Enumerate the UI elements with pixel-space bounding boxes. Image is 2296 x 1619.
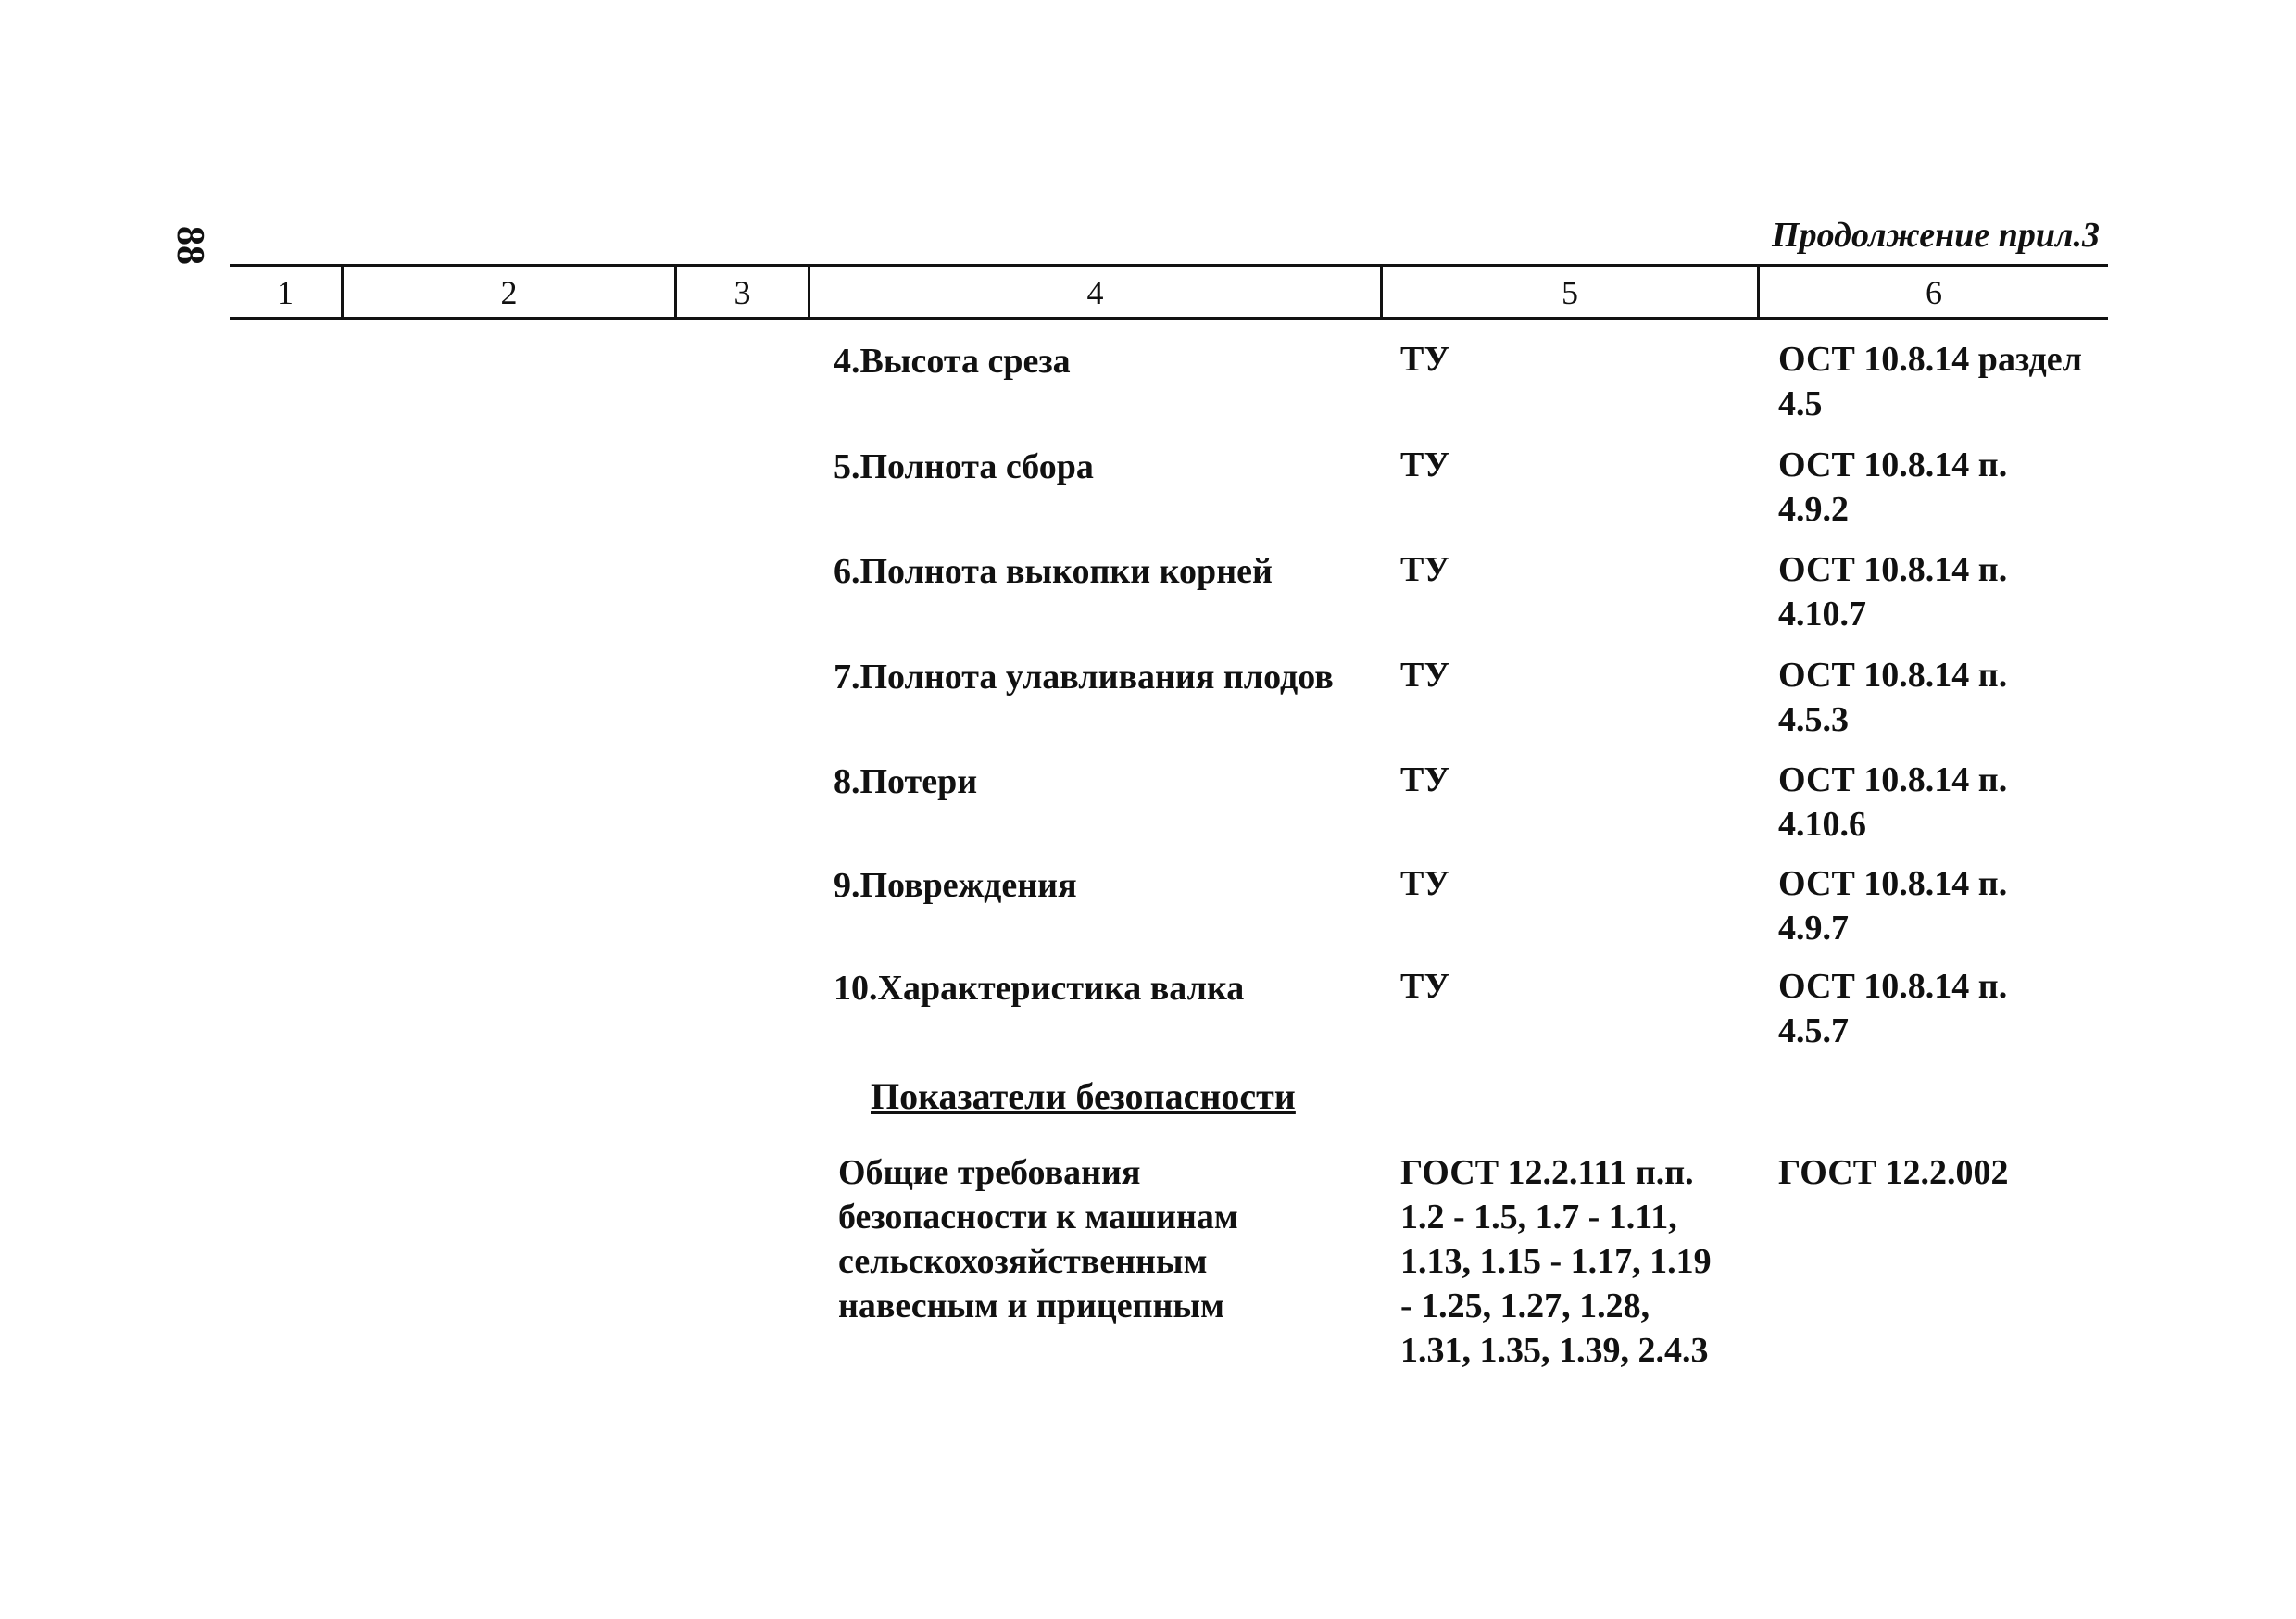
safety-method: ГОСТ 12.2.002 — [1778, 1153, 2009, 1192]
row-requirement: ТУ — [1400, 760, 1450, 799]
column-number-3: 3 — [734, 274, 751, 311]
section-heading: Показатели безопасности — [871, 1075, 1296, 1117]
safety-indicator: Общие требования безопасности к машинам сельскохозяйственным навесным и прицепным — [838, 1153, 1238, 1325]
row-indicator: 5.Полнота сбора — [834, 447, 1094, 486]
row-method: ОСТ 10.8.14 п. 4.10.7 — [1778, 550, 2008, 634]
page-number: 88 — [169, 226, 211, 265]
row-requirement: ТУ — [1400, 864, 1450, 903]
table-header-bottom-rule — [230, 317, 2108, 320]
row-requirement: ТУ — [1400, 446, 1450, 484]
row-method: ОСТ 10.8.14 п. 4.5.7 — [1778, 967, 2008, 1050]
column-number-4: 4 — [1086, 274, 1104, 311]
row-method: ОСТ 10.8.14 п. 4.10.6 — [1778, 760, 2008, 844]
row-method: ОСТ 10.8.14 раздел 4.5 — [1778, 340, 2082, 423]
continuation-label: Продолжение прил.3 — [1772, 216, 2100, 255]
row-method: ОСТ 10.8.14 п. 4.5.3 — [1778, 656, 2008, 739]
row-indicator: 6.Полнота выкопки корней — [834, 552, 1273, 591]
safety-requirement: ГОСТ 12.2.111 п.п. 1.2 - 1.5, 1.7 - 1.11, 1.13, 1.15 - 1.17, 1.19 - 1.25, 1.27, 1.28, 1.31, 1.35, 1.39, 2.4.3 — [1400, 1153, 1712, 1370]
row-indicator: 9.Повреждения — [834, 866, 1077, 905]
row-requirement: ТУ — [1400, 656, 1450, 695]
column-number-2: 2 — [500, 274, 518, 311]
row-method: ОСТ 10.8.14 п. 4.9.2 — [1778, 446, 2008, 529]
row-indicator: 10.Характеристика валка — [834, 969, 1245, 1008]
row-indicator: 4.Высота среза — [834, 342, 1071, 381]
row-requirement: ТУ — [1400, 340, 1450, 379]
column-number-6: 6 — [1926, 274, 1942, 311]
row-indicator: 7.Полнота улавливания плодов — [834, 658, 1334, 697]
column-number-5: 5 — [1562, 274, 1578, 311]
column-number-1: 1 — [277, 274, 294, 311]
table-header-top-rule — [230, 264, 2108, 267]
row-method: ОСТ 10.8.14 п. 4.9.7 — [1778, 864, 2008, 948]
row-requirement: ТУ — [1400, 967, 1450, 1006]
row-indicator: 8.Потери — [834, 762, 978, 801]
row-requirement: ТУ — [1400, 550, 1450, 589]
